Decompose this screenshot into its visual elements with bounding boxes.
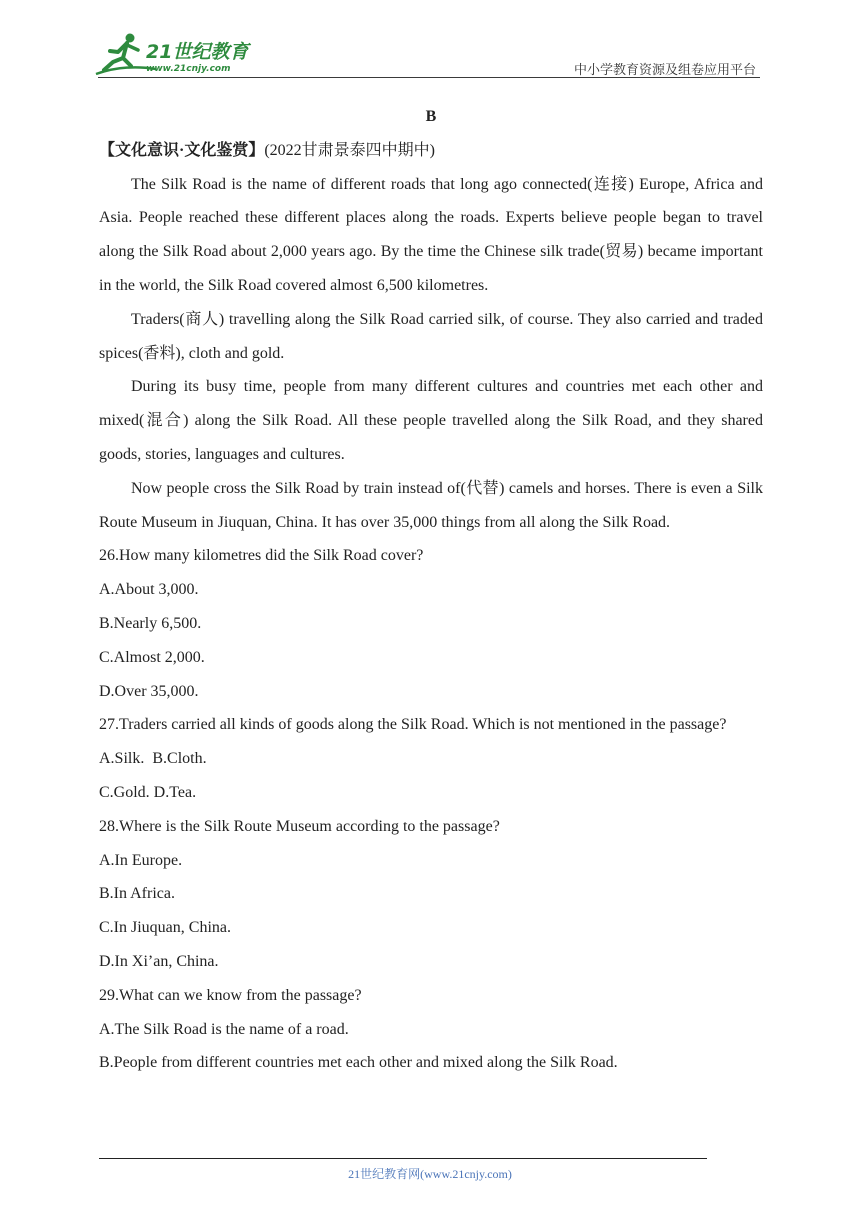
answer-option: B.People from different countries met each other and mixed along the Silk Road. [99,1054,618,1072]
question-stem: 28.Where is the Silk Route Museum according to the passage? [99,817,500,835]
passage-paragraph: The Silk Road is the name of different roads that long ago connected(连接) Europe, Africa and Asia. People reached these different places along the roads. Experts believe people began to travel along the Silk Road about 2,000 years ago. By the time the Chinese silk trade(贸易) became important in the world, the Silk Road covered almost 6,500 kilometres. [99,175,763,294]
document-body [99,100,763,1080]
answer-option: D.Over 35,000. [99,682,199,700]
answer-option: D.In Xi’an, China. [99,952,219,970]
category-tag: 【文化意识·文化鉴赏】 [99,141,265,159]
page-header [0,0,860,80]
answer-option: C.In Jiuquan, China. [99,919,231,937]
answer-option: A.Silk. [99,750,145,768]
passage-paragraph: Now people cross the Silk Road by train instead of(代替) camels and horses. There is even a Silk Route Museum in Jiuquan, China. It has over 35,000 things from all along the Silk Road. [99,479,763,531]
section-title: B [425,108,437,125]
answer-option: B.In Africa. [99,885,175,903]
answer-option: D.Tea. [153,783,197,801]
answer-option: C.Almost 2,000. [99,648,205,666]
answer-option: B.Cloth. [152,750,207,768]
question-stem: 29.What can we know from the passage? [99,986,362,1004]
passage-paragraph: Traders(商人) travelling along the Silk Road carried silk, of course. They also carried and traded spices(香料), cloth and gold. [99,310,763,362]
passage-paragraph: During its busy time, people from many different cultures and countries met each other and mixed(混合) along the Silk Road. All these people travelled along the Silk Road, and they shared goods, stories, languages and cultures. [99,378,763,463]
option-row [99,776,763,810]
header-tagline: 中小学教育资源及组卷应用平台 [573,63,756,78]
source-line [99,134,763,168]
answer-option: A.About 3,000. [99,581,199,599]
question-stem: 26.How many kilometres did the Silk Road cover? [99,547,424,565]
footer-divider [99,1158,707,1159]
source-note: (2022甘肃景泰四中期中) [264,141,436,159]
answer-option: C.Gold. [99,783,150,801]
logo-title: 21世纪教育 [146,41,249,63]
question-stem: 27.Traders carried all kinds of goods along the Silk Road. Which is not mentioned in the passage? [99,716,727,734]
answer-option: A.In Europe. [99,851,183,869]
page-footer: 21世纪教育网(www.21cnjy.com) [348,1167,512,1181]
answer-option: B.Nearly 6,500. [99,614,202,632]
answer-option: A.The Silk Road is the name of a road. [99,1020,349,1038]
logo-url: www.21cnjy.com [146,64,231,74]
site-logo [94,32,264,78]
option-row [99,742,763,776]
header-divider [98,77,760,78]
